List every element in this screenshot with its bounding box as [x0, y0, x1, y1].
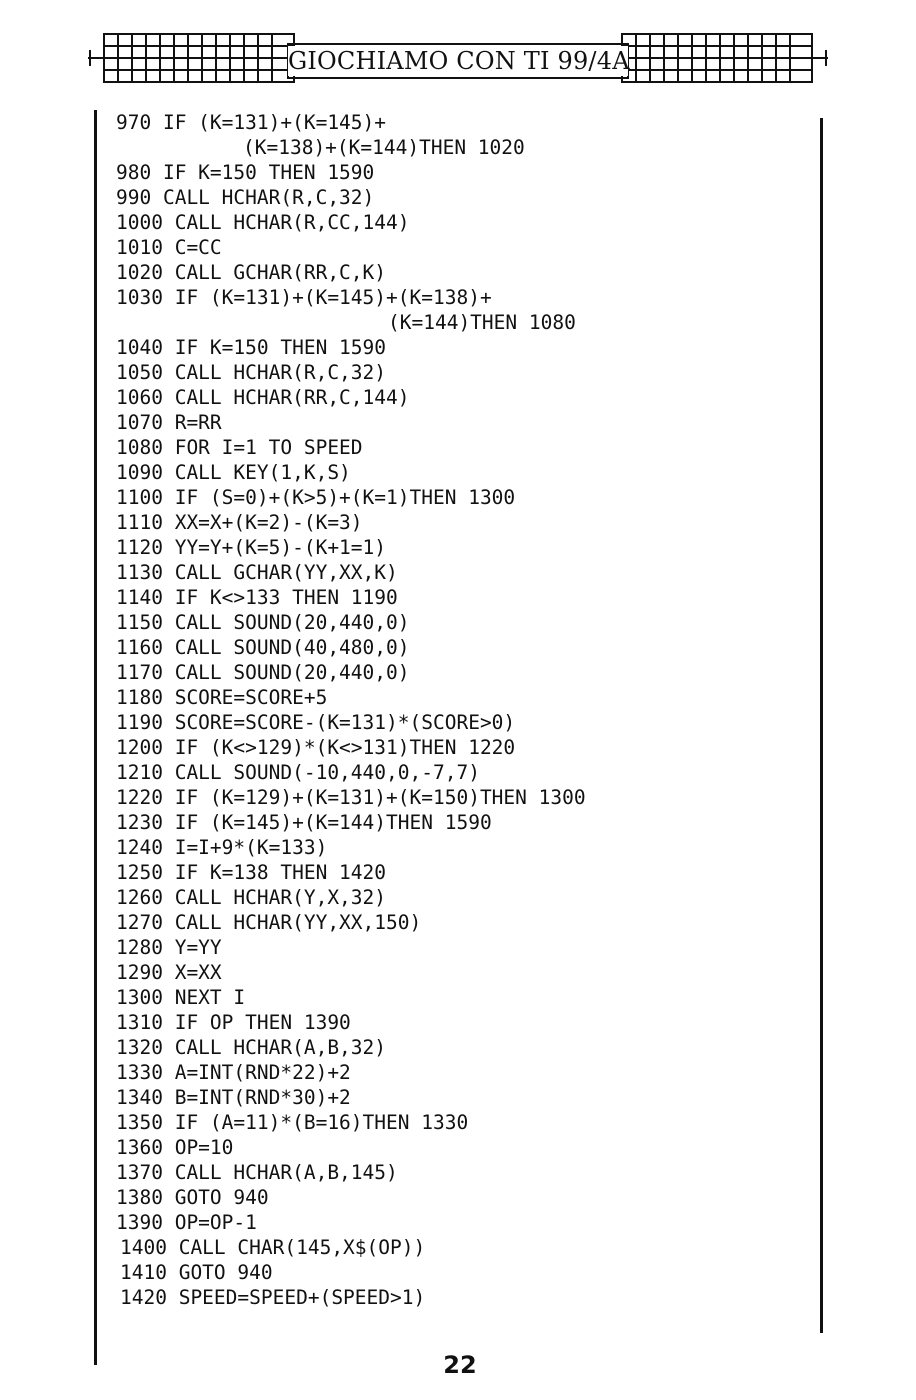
code-line: 1300 NEXT I	[116, 986, 246, 1009]
code-line: 1210 CALL SOUND(-10,440,0,-7,7)	[116, 761, 480, 784]
basic-code-listing	[0, 110, 586, 1310]
code-line: 980 IF K=150 THEN 1590	[116, 161, 375, 184]
code-line: 1000 CALL HCHAR(R,CC,144)	[116, 211, 410, 234]
code-line: 1130 CALL GCHAR(YY,XX,K)	[116, 561, 398, 584]
code-line: 1400 CALL CHAR(145,X$(OP))	[120, 1236, 426, 1259]
code-line: 1260 CALL HCHAR(Y,X,32)	[116, 886, 387, 909]
code-line: 1070 R=RR	[116, 411, 222, 434]
code-line: 1360 OP=10	[116, 1136, 234, 1159]
code-line: 970 IF (K=131)+(K=145)+	[116, 111, 387, 134]
code-line: 1030 IF (K=131)+(K=145)+(K=138)+	[116, 286, 492, 309]
code-line: 1090 CALL KEY(1,K,S)	[116, 461, 351, 484]
code-line: 1330 A=INT(RND*22)+2	[116, 1061, 351, 1084]
code-line: 1170 CALL SOUND(20,440,0)	[116, 661, 410, 684]
code-line: 1280 Y=YY	[116, 936, 222, 959]
page-number: 22	[443, 1351, 477, 1379]
code-line: 1120 YY=Y+(K=5)-(K+1=1)	[116, 536, 387, 559]
code-line: 1160 CALL SOUND(40,480,0)	[116, 636, 410, 659]
code-line: 1290 X=XX	[116, 961, 222, 984]
code-line: 1110 XX=X+(K=2)-(K=3)	[116, 511, 363, 534]
page-header	[88, 28, 828, 92]
code-line: 1380 GOTO 940	[116, 1186, 269, 1209]
code-line: 1060 CALL HCHAR(RR,C,144)	[116, 386, 410, 409]
code-line-continuation: (K=138)+(K=144)THEN 1020	[243, 136, 525, 159]
code-line: 1310 IF OP THEN 1390	[116, 1011, 351, 1034]
code-line: 1200 IF (K<>129)*(K<>131)THEN 1220	[116, 736, 516, 759]
code-line: 1190 SCORE=SCORE-(K=131)*(SCORE>0)	[116, 711, 516, 734]
code-line: 1230 IF (K=145)+(K=144)THEN 1590	[116, 811, 492, 834]
code-line: 1270 CALL HCHAR(YY,XX,150)	[116, 911, 422, 934]
code-line: 1370 CALL HCHAR(A,B,145)	[116, 1161, 398, 1184]
code-line: 1350 IF (A=11)*(B=16)THEN 1330	[116, 1111, 469, 1134]
code-line: 1250 IF K=138 THEN 1420	[116, 861, 387, 884]
code-line: 990 CALL HCHAR(R,C,32)	[116, 186, 375, 209]
right-margin-rule	[820, 118, 823, 1333]
page-header-title: GIOCHIAMO CON TI 99/4A	[288, 47, 630, 75]
code-line: 1320 CALL HCHAR(A,B,32)	[116, 1036, 387, 1059]
code-line: 1410 GOTO 940	[120, 1261, 273, 1284]
code-line: 1220 IF (K=129)+(K=131)+(K=150)THEN 1300	[116, 786, 586, 809]
code-line: 1340 B=INT(RND*30)+2	[116, 1086, 351, 1109]
code-line: 1140 IF K<>133 THEN 1190	[116, 586, 398, 609]
code-line-continuation: (K=144)THEN 1080	[388, 311, 576, 334]
code-line: 1100 IF (S=0)+(K>5)+(K=1)THEN 1300	[116, 486, 516, 509]
code-line: 1010 C=CC	[116, 236, 222, 259]
code-line: 1080 FOR I=1 TO SPEED	[116, 436, 363, 459]
code-line: 1390 OP=OP-1	[116, 1211, 257, 1234]
code-line: 1050 CALL HCHAR(R,C,32)	[116, 361, 387, 384]
code-line: 1420 SPEED=SPEED+(SPEED>1)	[120, 1286, 426, 1309]
code-line: 1020 CALL GCHAR(RR,C,K)	[116, 261, 387, 284]
code-line: 1180 SCORE=SCORE+5	[116, 686, 328, 709]
code-line: 1040 IF K=150 THEN 1590	[116, 336, 387, 359]
code-line: 1150 CALL SOUND(20,440,0)	[116, 611, 410, 634]
code-line: 1240 I=I+9*(K=133)	[116, 836, 328, 859]
